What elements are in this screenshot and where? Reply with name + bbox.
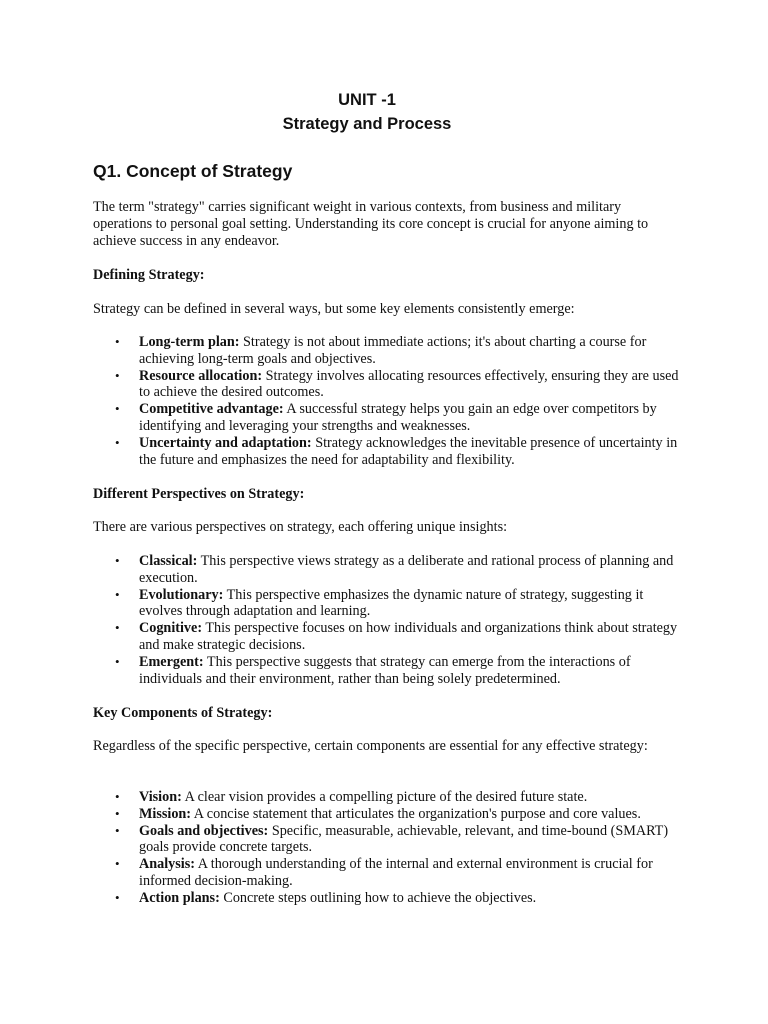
list-item-term: Emergent: — [139, 653, 204, 670]
list-item-text: Strategy is not about immediate actions; it's about charting a course for achieving long-term goals and objectives. — [139, 334, 647, 367]
list-item-text: Strategy involves allocating resources effectively, ensuring they are used to achieve the desired outcomes. — [139, 367, 679, 401]
defining-strategy-list — [115, 334, 684, 468]
list-item-term: Evolutionary: — [139, 586, 224, 603]
bullet-icon: • — [115, 401, 120, 417]
bullet-icon: • — [115, 789, 120, 804]
list-item — [115, 822, 684, 857]
list-item — [115, 401, 684, 435]
list-item-term: Competitive advantage: — [139, 401, 284, 418]
list-item — [115, 334, 684, 368]
list-item-term: Mission: — [139, 805, 192, 822]
bullet-icon: • — [115, 334, 120, 349]
list-item-text: A thorough understanding of the internal and external environment is crucial for informed decision-making. — [139, 856, 653, 889]
list-item-text: Strategy acknowledges the inevitable presence of uncertainty in the future and emphasizes the need for adaptability and flexibility. — [139, 434, 678, 468]
list-item-text: Specific, measurable, achievable, relevant, and time-bound (SMART) goals provide concrete targets. — [139, 822, 669, 856]
list-item-term: Action plans: — [139, 889, 220, 906]
list-item — [115, 889, 684, 907]
list-item-term: Cognitive: — [139, 620, 203, 637]
list-item-term: Analysis: — [139, 856, 195, 873]
bullet-icon: • — [115, 822, 120, 838]
defining-strategy-lead: Strategy can be defined in several ways, but some key elements consistently emerge: — [93, 301, 575, 317]
perspectives-list — [115, 553, 684, 687]
question-heading: Q1. Concept of Strategy — [93, 161, 293, 181]
bullet-icon: • — [115, 434, 120, 450]
bullet-icon: • — [115, 805, 120, 821]
list-item-term: Classical: — [139, 553, 198, 569]
defining-strategy-heading: Defining Strategy: — [93, 267, 205, 283]
list-item — [115, 856, 684, 890]
list-item — [115, 805, 684, 823]
list-item-term: Long-term plan: — [139, 334, 240, 350]
intro-paragraph: The term "strategy" carries significant weight in various contexts, from business and military operations to personal goal setting. Understanding its core concept is crucial for anyone aiming to achieve success in any endeavor. — [93, 199, 649, 249]
perspectives-heading: Different Perspectives on Strategy: — [93, 486, 305, 502]
list-item-term: Uncertainty and adaptation: — [139, 434, 312, 451]
list-item-term: Resource allocation: — [139, 367, 263, 384]
bullet-icon: • — [115, 856, 120, 872]
list-item — [115, 367, 684, 402]
unit-subtitle: Strategy and Process — [282, 115, 452, 133]
list-item-text: A successful strategy helps you gain an edge over competitors by identifying and leveraging your strengths and weaknesses. — [139, 401, 657, 434]
list-item — [115, 620, 684, 654]
perspectives-lead: There are various perspectives on strategy, each offering unique insights: — [93, 519, 508, 535]
list-item — [115, 586, 684, 621]
list-item-text: Concrete steps outlining how to achieve the objectives. — [219, 889, 537, 906]
list-item-text: This perspective emphasizes the dynamic nature of strategy, suggesting it evolves through adaptation and learning. — [139, 586, 644, 620]
bullet-icon: • — [115, 586, 120, 602]
components-lead: Regardless of the specific perspective, certain components are essential for any effective strategy: — [93, 738, 648, 754]
list-item — [115, 553, 684, 587]
list-item-text: This perspective suggests that strategy can emerge from the interactions of individuals and their environment, rather than being solely predetermined. — [139, 653, 631, 687]
list-item-text: A clear vision provides a compelling picture of the desired future state. — [181, 789, 588, 805]
list-item-term: Goals and objectives: — [139, 822, 269, 839]
list-item-text: A concise statement that articulates the organization's purpose and core values. — [191, 805, 641, 822]
list-item — [115, 653, 684, 688]
components-heading: Key Components of Strategy: — [93, 705, 273, 721]
bullet-icon: • — [115, 553, 120, 568]
list-item — [115, 789, 684, 806]
list-item-text: This perspective views strategy as a deliberate and rational process of planning and execution. — [139, 553, 674, 586]
list-item-text: This perspective focuses on how individuals and organizations think about strategy and make strategic decisions. — [139, 620, 678, 653]
bullet-icon: • — [115, 620, 120, 636]
bullet-icon: • — [115, 889, 120, 905]
bullet-icon: • — [115, 653, 120, 669]
unit-title: UNIT -1 — [338, 91, 396, 109]
bullet-icon: • — [115, 367, 120, 383]
list-item-term: Vision: — [139, 789, 182, 805]
components-list — [115, 789, 684, 907]
list-item — [115, 434, 684, 469]
